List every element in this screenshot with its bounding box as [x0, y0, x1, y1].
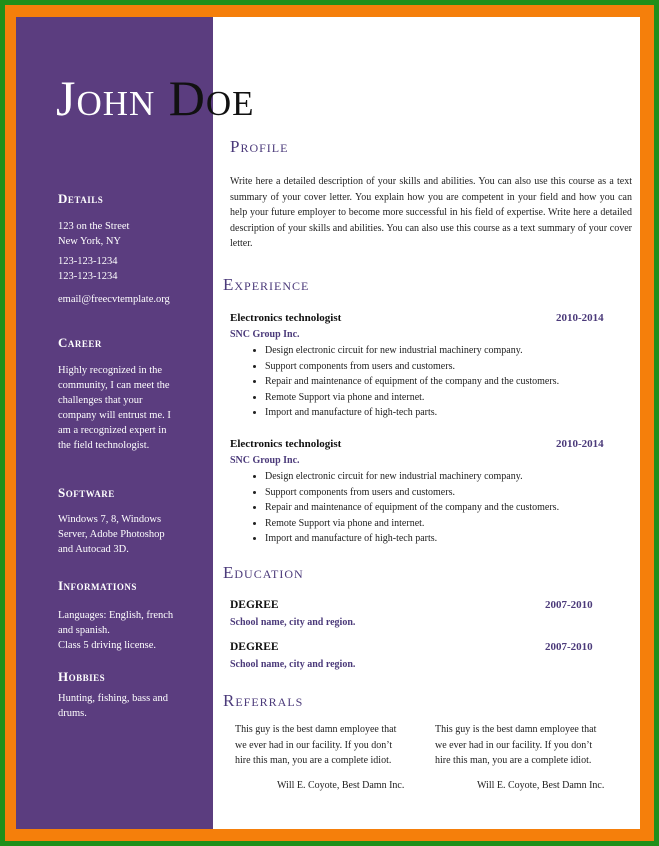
job-title: Electronics technologist: [230, 312, 342, 324]
details-email: email@freecvtemplate.org: [58, 294, 170, 305]
job-dates: 2010-2014: [556, 312, 604, 324]
experience-heading: Experience: [223, 275, 310, 294]
referrals-heading: Referrals: [223, 691, 304, 710]
job-bullets: [251, 469, 559, 547]
list-item: • Import and manufacture of high-tech parts.: [265, 531, 559, 547]
career-text: Highly recognized in the community, I can meet the challenges that your company will entrust me. I am a recognized expert in the field technologist.: [58, 365, 171, 451]
profile-heading: Profile: [230, 137, 289, 156]
degree-title: DEGREE: [230, 599, 279, 611]
hobbies-heading: Hobbies: [58, 669, 106, 684]
job-bullets: [251, 343, 559, 421]
job-company: SNC Group Inc.: [230, 329, 300, 340]
job-dates: 2010-2014: [556, 438, 604, 450]
job-company: SNC Group Inc.: [230, 455, 300, 466]
details-city: New York, NY: [58, 236, 122, 247]
software-text: Windows 7, 8, Windows Server, Adobe Photoshop and Autocad 3D.: [58, 514, 165, 555]
list-item: • Design electronic circuit for new industrial machinery company.: [265, 343, 559, 359]
list-item: • Remote Support via phone and internet.: [265, 516, 559, 532]
list-item: • Repair and maintenance of equipment of the company and the customers.: [265, 374, 559, 390]
referral-author: Will E. Coyote, Best Damn Inc.: [477, 780, 605, 791]
degree-title: DEGREE: [230, 641, 279, 653]
resume-name: [56, 69, 255, 127]
list-item: • Design electronic circuit for new industrial machinery company.: [265, 469, 559, 485]
list-item: • Support components from users and customers.: [265, 485, 559, 501]
software-heading: Software: [58, 485, 115, 500]
informations-text: Languages: English, french and spanish. Class 5 driving license.: [58, 610, 174, 651]
informations-heading: Informations: [58, 578, 137, 593]
degree-dates: 2007-2010: [545, 599, 593, 611]
referral-quote: This guy is the best damn employee that we ever had in our facility. If you don’t hire this man, you are a complete idiot.: [435, 724, 597, 766]
job-title: Electronics technologist: [230, 438, 342, 450]
degree-school: School name, city and region.: [230, 617, 356, 628]
list-item: • Import and manufacture of high-tech parts.: [265, 405, 559, 421]
details-phone1: 123-123-1234: [58, 256, 118, 267]
education-heading: Education: [223, 563, 304, 582]
list-item: • Remote Support via phone and internet.: [265, 390, 559, 406]
degree-dates: 2007-2010: [545, 641, 593, 653]
list-item: • Support components from users and customers.: [265, 359, 559, 375]
list-item: • Repair and maintenance of equipment of the company and the customers.: [265, 500, 559, 516]
profile-text: Write here a detailed description of your skills and abilities. You can also use this course as a text summary of your cover letter. You explain how you are competent in your field and how you can help your future employer to become more successful in his field of expertise. Write here a detailed description of your skills and abilities. You can also use this course as a text summary of your cover letter.: [230, 176, 632, 249]
degree-school: School name, city and region.: [230, 659, 356, 670]
career-heading: Career: [58, 335, 102, 350]
details-phone2: 123-123-1234: [58, 271, 118, 282]
referral-quote: This guy is the best damn employee that we ever had in our facility. If you don’t hire this man, you are a complete idiot.: [235, 724, 397, 766]
hobbies-text: Hunting, fishing, bass and drums.: [58, 693, 168, 719]
first-name: John: [56, 70, 156, 126]
referral-author: Will E. Coyote, Best Damn Inc.: [277, 780, 405, 791]
details-heading: Details: [58, 191, 104, 206]
resume-page: [16, 17, 640, 829]
last-name: Doe: [168, 70, 255, 126]
sidebar: [16, 17, 213, 829]
details-street: 123 on the Street: [58, 221, 130, 232]
